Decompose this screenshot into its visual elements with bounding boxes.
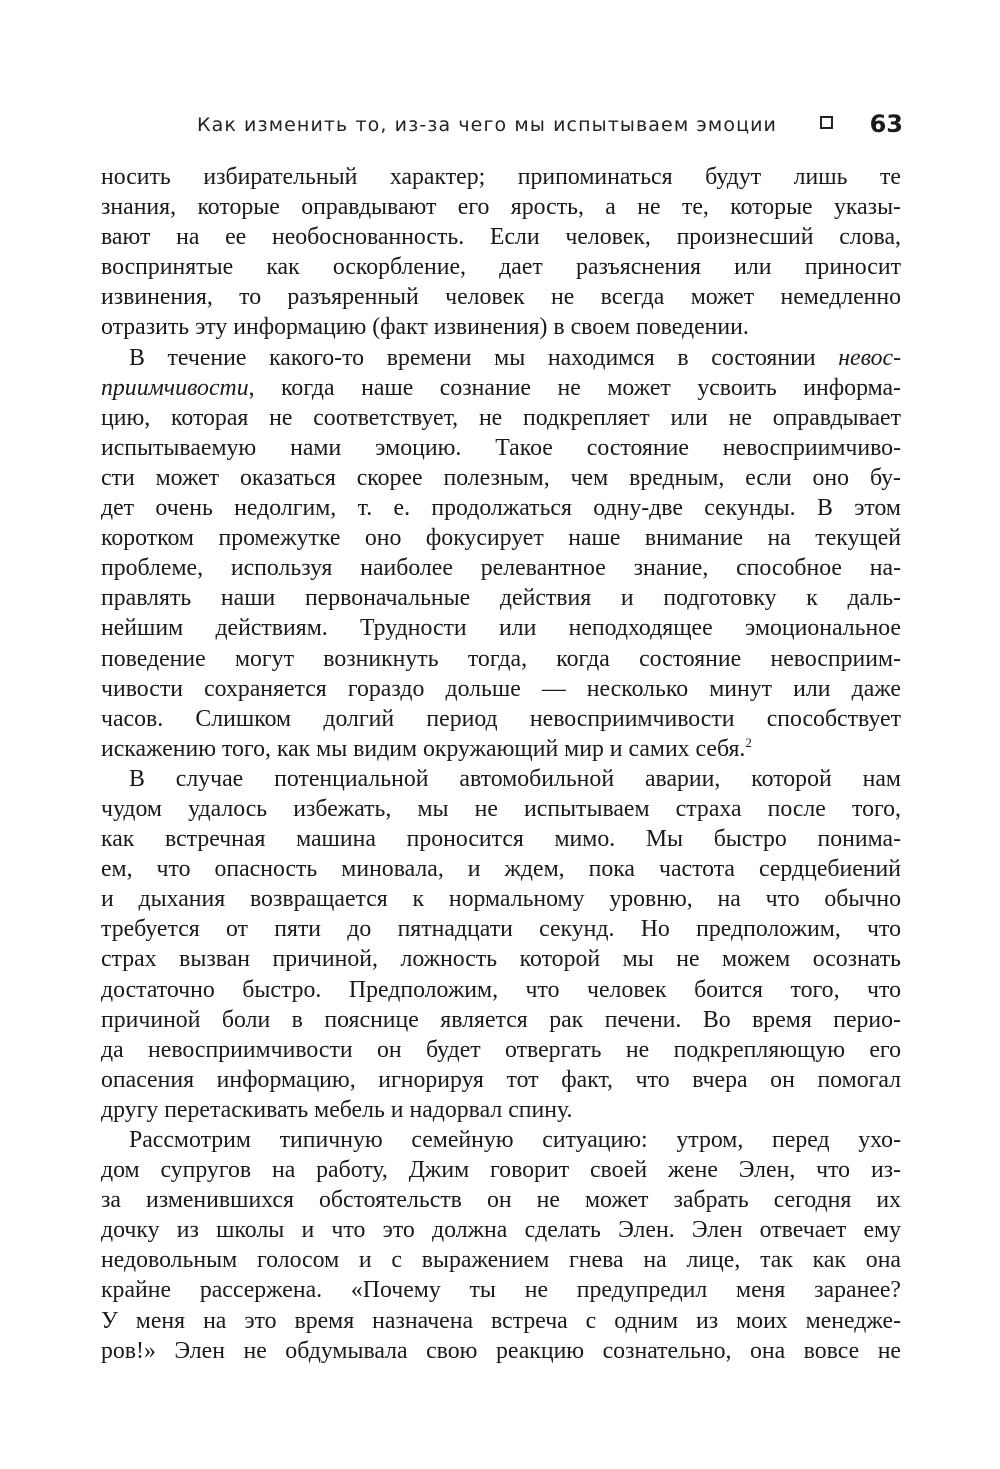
- italic-term: приимчивости: [101, 374, 249, 401]
- text-line: требуется от пяти до пятнадцати секунд. Но предположим, что: [101, 916, 901, 943]
- running-header: [197, 109, 903, 141]
- italic-term: невос-: [838, 344, 901, 371]
- text-line: испытываемую нами эмоцию. Такое состояние невосприимчиво-: [101, 434, 901, 461]
- text-segment: , когда наше сознание не может усвоить информа-: [248, 374, 901, 401]
- text-line: за изменившихся обстоятельств он не может забрать сегодня их: [101, 1187, 901, 1214]
- text-line: [101, 734, 901, 764]
- text-line: дочку из школы и что это должна сделать Элен. Элен отвечает ему: [101, 1217, 901, 1244]
- text-line: вают на ее необоснованность. Если человек, произнесший слова,: [101, 224, 901, 251]
- page-number: 63: [869, 110, 903, 138]
- text-line: цию, которая не соответствует, не подкрепляет или не оправдывает: [101, 404, 901, 431]
- text-line: проблеме, используя наиболее релевантное знание, способное на-: [101, 555, 901, 582]
- text-line: страх вызван причиной, ложность которой мы не можем осознать: [101, 946, 901, 973]
- text-line: коротком промежутке оно фокусирует наше внимание на текущей: [101, 525, 901, 552]
- text-line: опасения информацию, игнорируя тот факт, что вчера он помогал: [101, 1066, 901, 1093]
- body-text: [101, 162, 901, 1366]
- text-line: воспринятые как оскорбление, дает разъяснения или приносит: [101, 254, 901, 281]
- box-icon: [820, 116, 833, 129]
- text-line: ров!» Элен не обдумывала свою реакцию сознательно, она вовсе не: [101, 1337, 901, 1364]
- text-line: нейшим действиям. Трудности или неподходящее эмоциональное: [101, 615, 901, 642]
- text-line: У меня на это время назначена встреча с одним из моих менедже-: [101, 1307, 901, 1334]
- text-line: извинения, то разъяренный человек не всегда может немедленно: [101, 284, 901, 311]
- text-line: чудом удалось избежать, мы не испытываем страха после того,: [101, 795, 901, 822]
- text-line: да невосприимчивости он будет отвергать не подкрепляющую его: [101, 1036, 901, 1063]
- text-line: и дыхания возвращается к нормальному уровню, на что обычно: [101, 886, 901, 913]
- text-line: отразить эту информацию (факт извинения) в своем поведении.: [101, 314, 749, 341]
- text-line: [101, 373, 901, 403]
- footnote-marker: 2: [745, 734, 752, 750]
- text-line: чивости сохраняется гораздо дольше — несколько минут или даже: [101, 675, 901, 702]
- text-line: ем, что опасность миновала, и ждем, пока частота сердцебиений: [101, 856, 901, 883]
- text-line: дом супругов на работу, Джим говорит своей жене Элен, что из-: [101, 1157, 901, 1184]
- text-line: как встречная машина проносится мимо. Мы быстро понима-: [101, 826, 901, 853]
- text-segment: В течение какого-то времени мы находимся в состоянии: [129, 344, 839, 371]
- text-line: недовольным голосом и с выражением гнева на лице, так как она: [101, 1247, 901, 1274]
- text-line: причиной боли в пояснице является рак печени. Во время перио-: [101, 1006, 901, 1033]
- text-line: достаточно быстро. Предположим, что человек боится того, что: [101, 976, 901, 1003]
- text-line: дет очень недолгим, т. е. продолжаться одну-две секунды. В этом: [101, 495, 901, 522]
- text-line: знания, которые оправдывают его ярость, а не те, которые указы-: [101, 194, 901, 221]
- text-line: другу перетаскивать мебель и надорвал спину.: [101, 1096, 573, 1123]
- text-line: часов. Слишком долгий период невосприимчивости способствует: [101, 705, 901, 732]
- text-line: В случае потенциальной автомобильной аварии, которой нам: [129, 765, 901, 792]
- text-line: сти может оказаться скорее полезным, чем вредным, если оно бу-: [101, 464, 901, 491]
- running-title: Как изменить то, из-за чего мы испытываем эмоции: [197, 114, 778, 136]
- text-line: поведение могут возникнуть тогда, когда состояние невосприим-: [101, 645, 901, 672]
- text-line: правлять наши первоначальные действия и подготовку к даль-: [101, 585, 901, 612]
- text-line: Рассмотрим типичную семейную ситуацию: утром, перед ухо-: [129, 1127, 901, 1153]
- text-line: носить избирательный характер; припоминаться будут лишь те: [101, 164, 901, 190]
- text-segment: искажению того, как мы видим окружающий мир и самих себя.: [101, 735, 746, 762]
- text-line: [101, 343, 901, 373]
- text-line: крайне рассержена. «Почему ты не предупредил меня заранее?: [101, 1277, 901, 1304]
